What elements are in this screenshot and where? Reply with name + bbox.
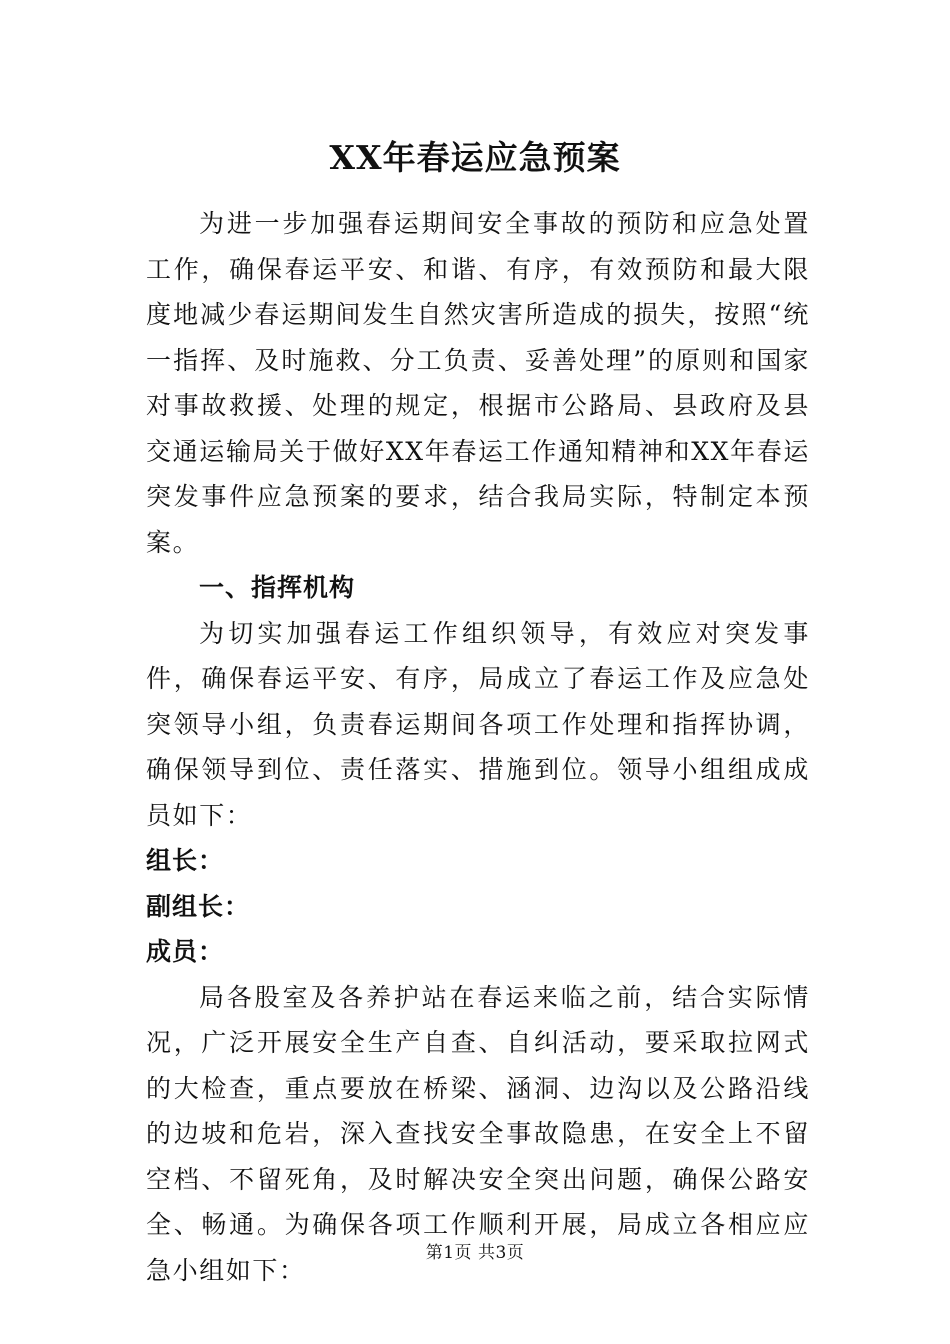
- page-footer: 第1页 共3页: [425, 1243, 525, 1263]
- intro-paragraph: 为进一步加强春运期间安全事故的预防和应急处置工作，确保春运平安、和谐、有序，有效预防和最大限度地减少春运期间发生自然灾害所造成的损失，按照“统一指挥、及时施救、分工负责、妥善处理”的原则和国家对事故救援、处理的规定，根据市公路局、县政府及县交通运输局关于做好XX年春运工作通知精神和XX年春运突发事件应急预案的要求，结合我局实际，特制定本预案。: [146, 209, 810, 557]
- section-intro-paragraph: 为切实加强春运工作组织领导，有效应对突发事件，确保春运平安、有序，局成立了春运工作及应急处突领导小组，负责春运期间各项工作处理和指挥协调，确保领导到位、责任落实、措施到位。领导小组组成成员如下：: [146, 618, 810, 830]
- document-title: XX年春运应急预案: [329, 138, 621, 177]
- members-label: 成员：: [146, 937, 225, 966]
- section-heading: 一、指挥机构: [199, 573, 356, 602]
- document-body: [146, 201, 810, 1293]
- section-body-paragraph: 局各股室及各养护站在春运来临之前，结合实际情况，广泛开展安全生产自查、自纠活动，要采取拉网式的大检查，重点要放在桥梁、涵洞、边沟以及公路沿线的边坡和危岩，深入查找安全事故隐患，在安全上不留空档、不留死角，及时解决安全突出问题，确保公路安全、畅通。为确保各项工作顺利开展，局成立各相应应急小组如下：: [146, 982, 810, 1285]
- deputy-leader-label: 副组长：: [146, 891, 251, 921]
- leader-label: 组长：: [146, 846, 225, 875]
